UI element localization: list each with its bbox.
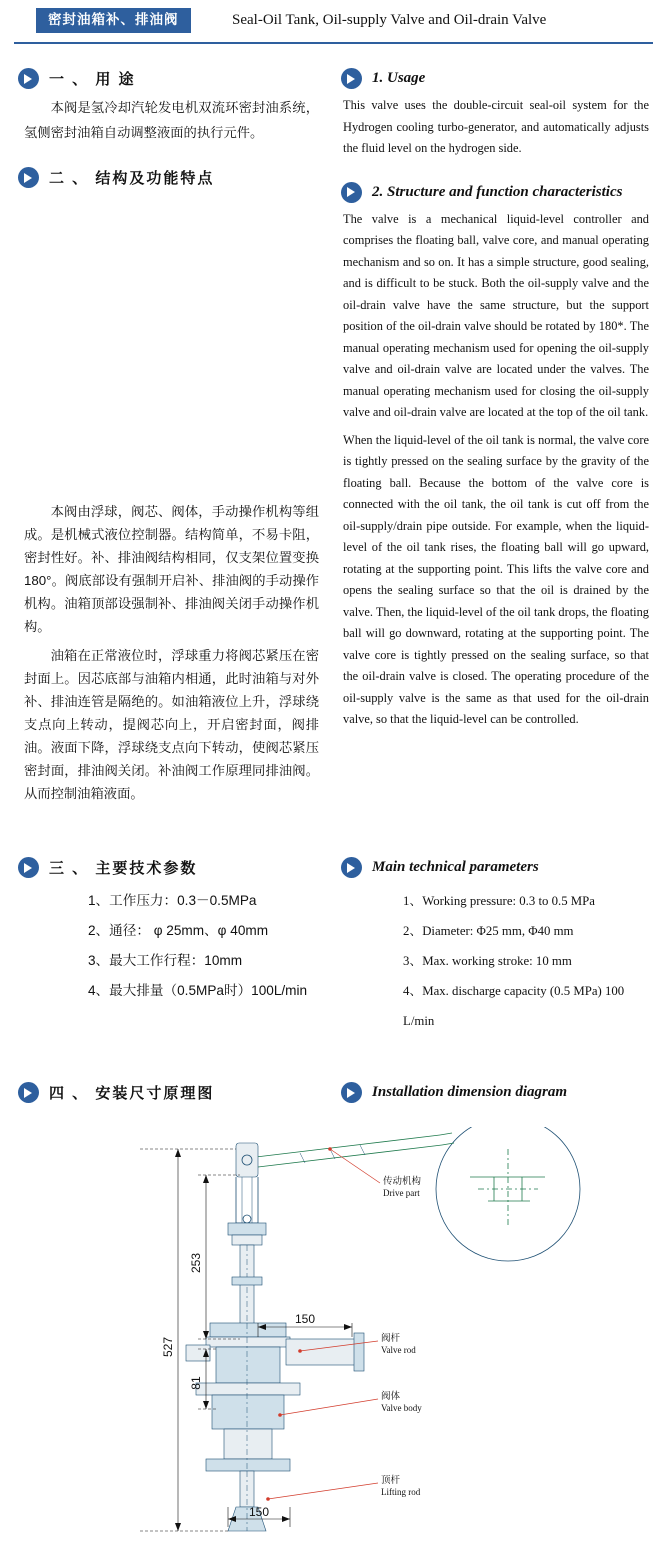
list-item: 4、Max. discharge capacity (0.5 MPa) 100 L/min — [403, 984, 625, 1028]
section-title-structure-cn: 二 、 结构及功能特点 — [49, 170, 215, 187]
parameters-list-cn — [48, 886, 319, 1006]
list-item: 2、通径： φ 25mm、φ 40mm — [88, 923, 269, 938]
section-heading-parameters-cn — [18, 857, 319, 878]
crosshair-detail — [470, 1149, 545, 1227]
section-heading-diagram-en — [341, 1082, 649, 1103]
list-item: 3、最大工作行程：10mm — [88, 953, 243, 968]
callout-label-cn: 传动机构 — [383, 1176, 422, 1187]
section-title-parameters-cn: 三 、 主要技术参数 — [49, 860, 198, 877]
diagram-heading-columns — [0, 1072, 667, 1109]
section-heading-usage-en — [341, 68, 649, 89]
callout-drive-part — [328, 1147, 421, 1198]
dimension-width-mid: 150 — [294, 1312, 316, 1326]
arrow-bullet-icon — [18, 1082, 39, 1103]
upper-linkage — [228, 1143, 266, 1245]
header-title-english: Seal-Oil Tank, Oil-supply Valve and Oil-drain Valve — [232, 12, 547, 28]
column-chinese — [0, 58, 333, 805]
usage-body-cn: 本阀是氢冷却汽轮发电机双流环密封油系统，氢侧密封油箱自动调整液面的执行元件。 — [24, 100, 319, 140]
callout-label-en: Valve rod — [381, 1345, 416, 1355]
arrow-bullet-icon — [341, 68, 362, 89]
drawing-canvas — [0, 1127, 667, 1547]
list-item: 3、Max. working stroke: 10 mm — [403, 954, 572, 968]
parameters-list-en — [363, 886, 649, 1036]
layout-spacer — [18, 194, 319, 494]
dimension-total-height: 527 — [161, 1336, 175, 1358]
diagram-heading-chinese — [0, 1072, 333, 1109]
section-title-diagram-cn: 四 、 安装尺寸原理图 — [49, 1085, 215, 1102]
column-english — [333, 58, 667, 805]
structure-body-cn-1: 本阀由浮球，阀芯、阀体，手动操作机构等组成。是机械式液位控制器。结构简单，不易卡阻，密封性好。补、排油阀结构相同，仅支架位置变换180°。阀底部设有强制开启补、排油阀的手动操作机构。油箱顶部设强制补、排油阀关闭手动操作机构。 — [24, 504, 319, 634]
section-heading-parameters-en — [341, 857, 649, 878]
installation-dimension-drawing — [0, 1127, 667, 1547]
arrow-bullet-icon — [18, 167, 39, 188]
float-arm — [256, 1133, 454, 1167]
arrow-bullet-icon — [341, 857, 362, 878]
list-item: 1、工作压力：0.3－0.5MPa — [88, 893, 257, 908]
arrow-bullet-icon — [18, 68, 39, 89]
dimension-upper-height: 253 — [189, 1252, 203, 1274]
callout-label-cn: 阀体 — [381, 1391, 401, 1402]
section-heading-structure-cn — [18, 167, 319, 188]
callout-label-en: Drive part — [383, 1188, 420, 1198]
section-title-parameters-en: Main technical parameters — [372, 859, 539, 875]
section-heading-diagram-cn — [18, 1082, 319, 1103]
section-title-usage-en: 1. Usage — [372, 70, 426, 86]
structure-body-cn-2: 油箱在正常液位时，浮球重力将阀芯紧压在密封面上。因芯底部与油箱内相通，此时油箱与对外补、排油连管是隔绝的。如油箱液位上升，浮球绕支点向上转动，提阀芯向上，开启密封面，阀排油。液面下降，浮球绕支点向下转动，使阀芯紧压密封面，排油阀关闭。补油阀工作原理同排油阀。从而控制油箱液面。 — [24, 648, 319, 801]
list-item: 2、Diameter: Φ25 mm, Φ40 mm — [403, 924, 574, 938]
dimension-width-bottom: 150 — [248, 1505, 270, 1519]
content-columns — [0, 58, 667, 805]
callout-lifting-rod — [266, 1474, 421, 1501]
callout-label-en: Valve body — [381, 1403, 422, 1413]
structure-body-en-1: The valve is a mechanical liquid-level controller and comprises the floating ball, valve core, and manual operating mechanism and so on. It has a simple structure, good sealing, and is difficult to be stuck. Both the oil-supply valve and the oil-drain valve have the same structure, but the support position of the oil-drain valve should be rotated by 180*. The manual operating mechanism used for opening the oil-supply valve and oil-drain valve are located under the valves. The manual operating mechanism used for closing the oil-supply valve and oil-drain valve are located at the top of the oil tank. — [343, 211, 649, 419]
list-item: 1、Working pressure: 0.3 to 0.5 MPa — [403, 894, 595, 908]
arrow-bullet-icon — [18, 857, 39, 878]
section-title-structure-en: 2. Structure and function characteristics — [372, 183, 623, 200]
arrow-bullet-icon — [341, 182, 362, 203]
callout-label-en: Lifting rod — [381, 1487, 421, 1497]
lifting-rod — [228, 1471, 266, 1531]
callout-label-cn: 顶杆 — [381, 1475, 401, 1486]
usage-body-en: This valve uses the double-circuit seal-oil system for the Hydrogen cooling turbo-generator, and automatically adjusts the fluid level on the hydrogen side. — [343, 98, 649, 155]
header-badge-chinese: 密封油箱补、排油阀 — [36, 8, 191, 33]
page-header — [14, 0, 653, 44]
diagram-heading-english — [333, 1072, 667, 1109]
parameters-chinese — [0, 847, 333, 1036]
arrow-bullet-icon — [341, 1082, 362, 1103]
valve-body — [186, 1323, 364, 1471]
callout-label-cn: 阀杆 — [381, 1333, 401, 1344]
dimension-lower-height: 81 — [189, 1376, 203, 1390]
section-title-usage-cn: 一 、 用 途 — [49, 71, 136, 88]
section-heading-structure-en — [341, 182, 649, 203]
parameters-columns — [0, 847, 667, 1036]
parameters-english — [333, 847, 667, 1036]
section-heading-usage-cn — [18, 68, 319, 89]
section-title-diagram-en: Installation dimension diagram — [372, 1084, 568, 1100]
list-item: 4、最大排量（0.5MPa时）100L/min — [88, 983, 308, 998]
structure-body-en-2: When the liquid-level of the oil tank is normal, the valve core is tightly pressed on the sealing surface by the gravity of the floating ball. Because the bottom of the valve core is connected with the oil tank, the oil tank is cut off from the oil-supply/drain pipe outside. For example, when the liquid-level of the oil tank rises, the floating ball will go upward, rotating at the supporting point. This lifts the valve core and opens the sealing surface so that the oil is drained by the valve. Then, the liquid-level of the oil tank drops, the floating ball will go downward, rotating at the supporting point. The valve core is tightly pressed on the sealing surface, so that the oil-drain valve is closed. The operating procedure of the oil-supply valve is the same as that used for the oil-drain valve, so that the liquid-level can be controlled. — [343, 432, 649, 726]
